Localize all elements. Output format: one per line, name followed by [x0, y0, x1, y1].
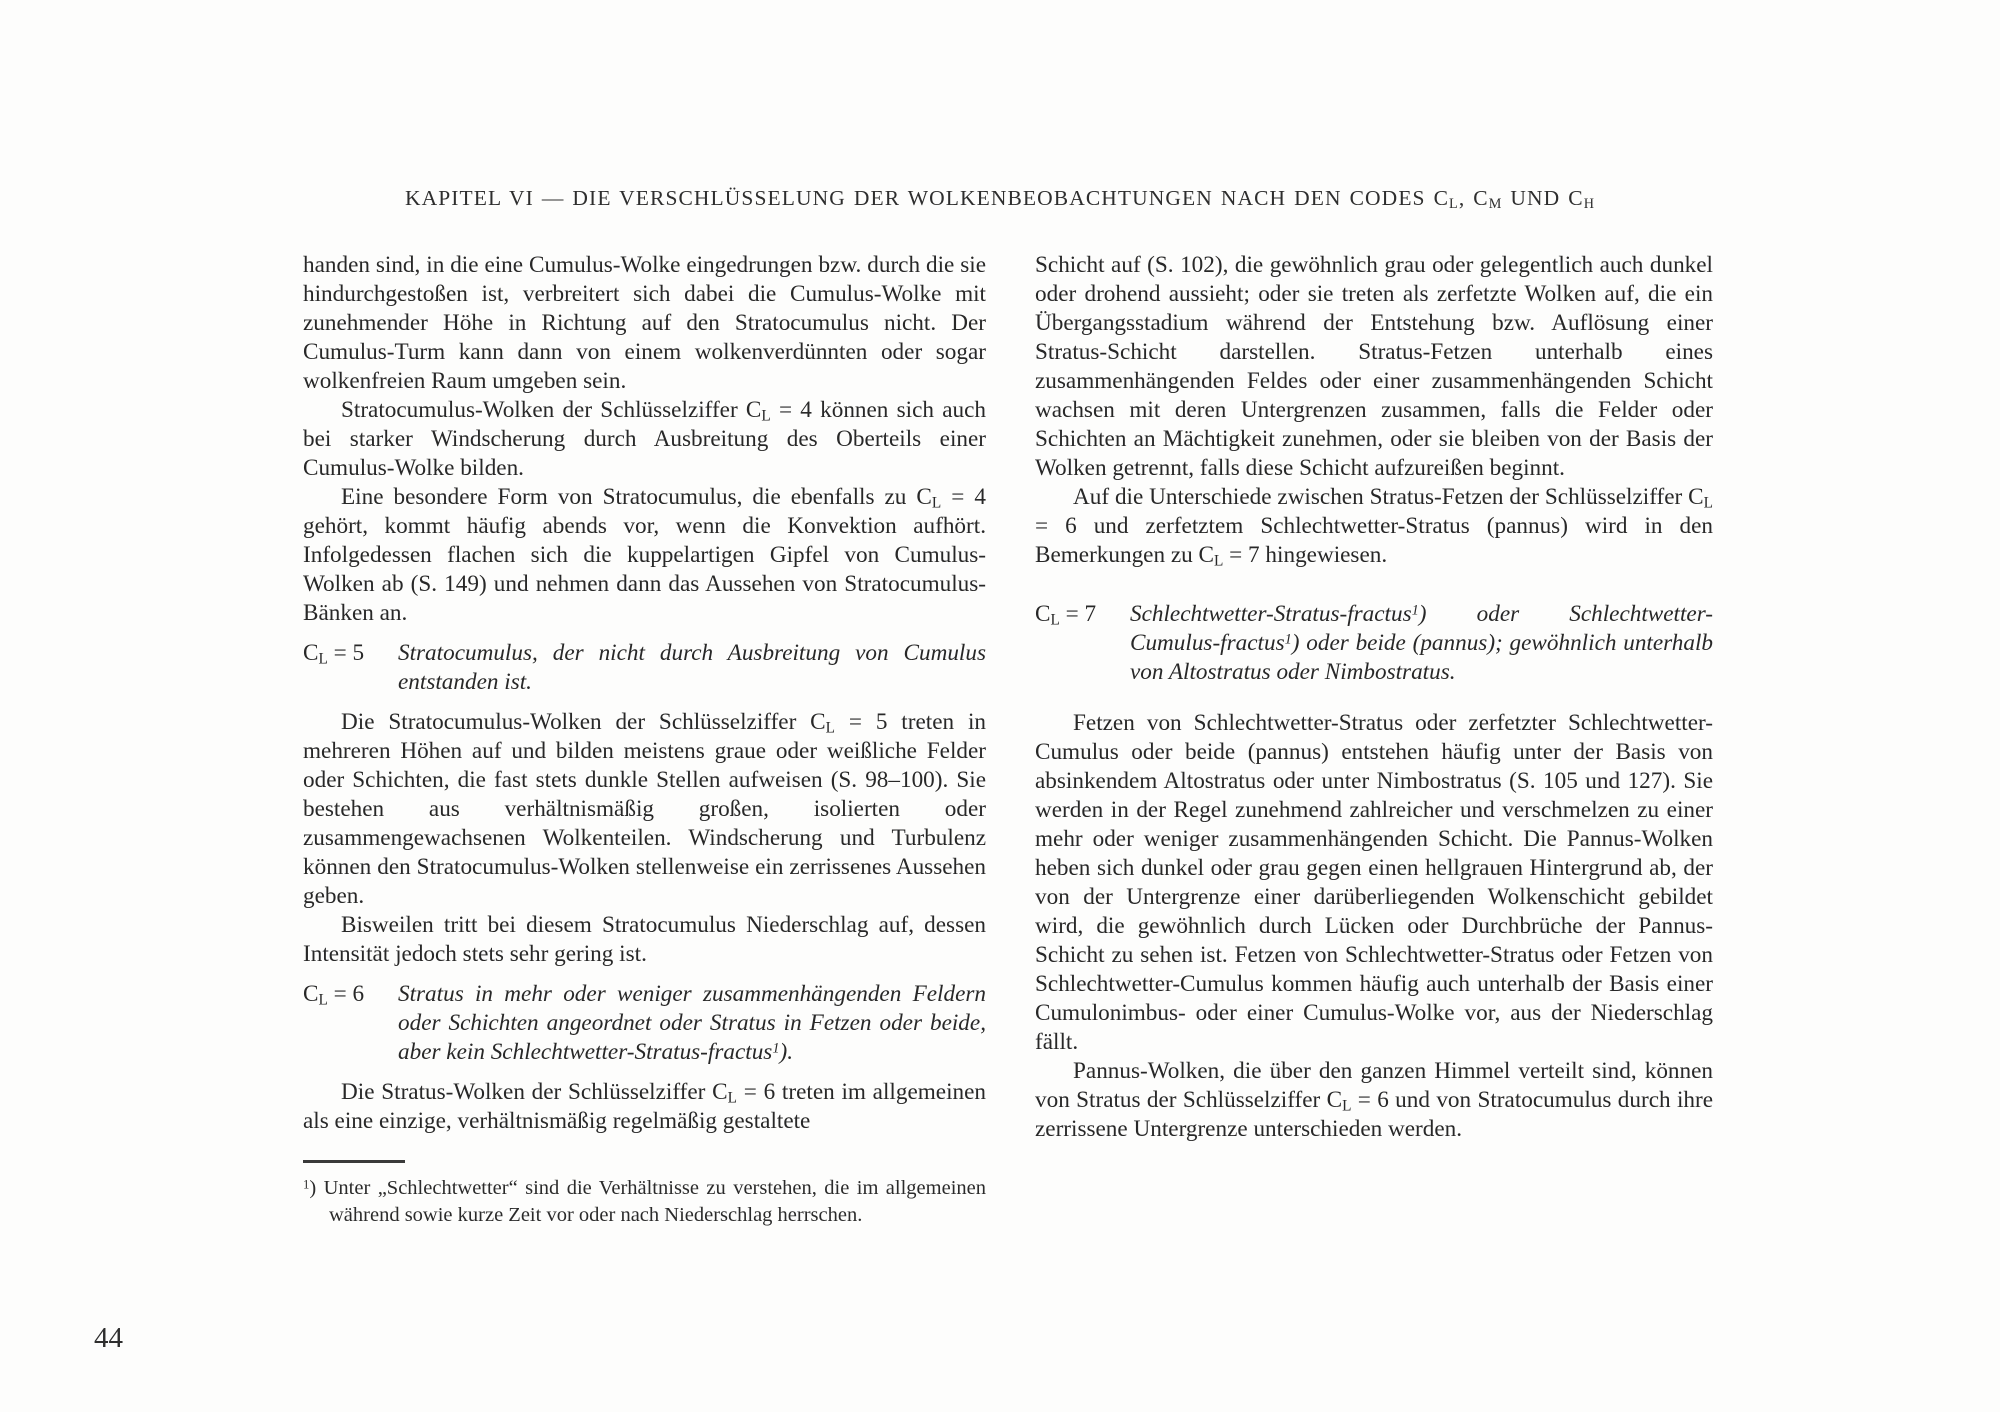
definition-text-cl6: Stratus in mehr oder weniger zusammenhängenden Feldern oder Schichten angeordnet oder Stratus in Fetzen oder beide, aber kein Schlechtwetter-Stratus-fractus$^1$). [398, 981, 986, 1065]
code-label-cl6: $C_L = 6$ [303, 981, 365, 1009]
definition-text-cl5: Stratocumulus, der nicht durch Ausbreitung von Cumulus entstanden ist. [398, 640, 986, 695]
definition-text-cl7: Schlechtwetter-Stratus-fractus$^1$) oder Schlechtwetter-Cumulus-fractus$^1$) oder beide (pannus); gewöhnlich unterhalb von Altostratus oder Nimbostratus. [1130, 601, 1713, 685]
page-number: 44 [94, 1322, 123, 1354]
paragraph: Pannus-Wolken, die über den ganzen Himmel verteilt sind, können von Stratus der Schlüsselziffer $C_L = 6$ und von Stratocumulus durch ihre zerrissene Untergrenze unterschieden werden. [1035, 1058, 1713, 1142]
paragraph: Bisweilen tritt bei diesem Stratocumulus Niederschlag auf, dessen Intensität jedoch stets sehr gering ist. [303, 912, 986, 967]
paragraph: Die Stratus-Wolken der Schlüsselziffer $C_L = 6$ treten im allgemeinen als eine einzige, verhältnismäßig regelmäßig gestaltete [303, 1079, 986, 1134]
definition-block-cl5 [303, 639, 986, 697]
code-label-cl7: $C_L = 7$ [1035, 601, 1097, 629]
code-label-cl5: $C_L = 5$ [303, 640, 365, 668]
definition-block-cl7 [1035, 600, 1713, 687]
running-header: KAPITEL VI — DIE VERSCHLÜSSELUNG DER WOLKENBEOBACHTUNGEN NACH DEN CODES $C_L$, $C_M$ UND $C_H$ [404, 186, 1596, 213]
left-column [303, 251, 986, 1228]
right-column [1035, 251, 1713, 1144]
paragraph: Die Stratocumulus-Wolken der Schlüsselziffer $C_L = 5$ treten in mehreren Höhen auf und bilden meistens graue oder weißliche Felder oder Schichten, die fast stets dunkle Stellen aufweisen (S. 98–100). Sie bestehen aus verhältnismäßig großen, isolierten oder zusammengewachsenen Wolkenteilen. Windscherung und Turbulenz können den Stratocumulus-Wolken stellenweise ein zerrissenes Aussehen geben. [303, 709, 986, 909]
paragraph: Eine besondere Form von Stratocumulus, die ebenfalls zu $C_L = 4$ gehört, kommt häufig abends vor, wenn die Konvektion aufhört. Infolgedessen flachen sich die kuppelartigen Gipfel von Cumulus-Wolken ab (S. 149) und nehmen dann das Aussehen von Stratocumulus-Bänken an. [303, 484, 986, 626]
footnote: $^1$) Unter „Schlechtwetter“ sind die Verhältnisse zu verstehen, die im allgemeinen während sowie kurze Zeit vor oder nach Niederschlag herrschen. [303, 1177, 986, 1226]
paragraph: Stratocumulus-Wolken der Schlüsselziffer $C_L = 4$ können sich auch bei starker Windscherung durch Ausbreitung des Oberteils einer Cumulus-Wolke bilden. [303, 397, 986, 481]
footnote-rule [303, 1160, 405, 1163]
paragraph: Auf die Unterschiede zwischen Stratus-Fetzen der Schlüsselziffer $C_L = 6$ und zerfetztem Schlechtwetter-Stratus (pannus) wird in den Bemerkungen zu $C_L = 7$ hingewiesen. [1035, 484, 1713, 570]
definition-block-cl6 [303, 980, 986, 1067]
paragraph-continuation: Schicht auf (S. 102), die gewöhnlich grau oder gelegentlich auch dunkel oder drohend aussieht; oder sie treten als zerfetzte Wolken auf, die ein Übergangsstadium während der Entstehung bzw. Auflösung einer Stratus-Schicht darstellen. Stratus-Fetzen unterhalb eines zusammenhängenden Feldes oder einer zusammenhängenden Schicht wachsen mit deren Untergrenzen zusammen, falls die Felder oder Schichten an Mächtigkeit zunehmen, oder sie bleiben von der Basis der Wolken getrennt, falls diese Schicht aufzureißen beginnt. [1035, 252, 1713, 481]
paragraph-continuation: handen sind, in die eine Cumulus-Wolke eingedrungen bzw. durch die sie hindurchgestoßen ist, verbreitert sich dabei die Cumulus-Wolke mit zunehmender Höhe in Richtung auf den Stratocumulus nicht. Der Cumulus-Turm kann dann von einem wolkenverdünnten oder sogar wolkenfreien Raum umgeben sein. [303, 252, 986, 394]
paragraph: Fetzen von Schlechtwetter-Stratus oder zerfetzter Schlechtwetter-Cumulus oder beide (pannus) entstehen häufig unter der Basis von absinkendem Altostratus oder unter Nimbostratus (S. 105 und 127). Sie werden in der Regel zunehmend zahlreicher und verschmelzen zu einer mehr oder weniger zusammenhängenden Schicht. Die Pannus-Wolken heben sich dunkel oder grau gegen einen hellgrauen Hintergrund ab, der von der Untergrenze einer darüberliegenden Wolkenschicht gebildet wird, die gewöhnlich durch Lücken oder Durchbrüche der Pannus-Schicht zu sehen ist. Fetzen von Schlechtwetter-Stratus oder Fetzen von Schlechtwetter-Cumulus kommen häufig auch unterhalb der Basis einer Cumulonimbus- oder einer Cumulus-Wolke vor, aus der Niederschlag fällt. [1035, 710, 1713, 1055]
